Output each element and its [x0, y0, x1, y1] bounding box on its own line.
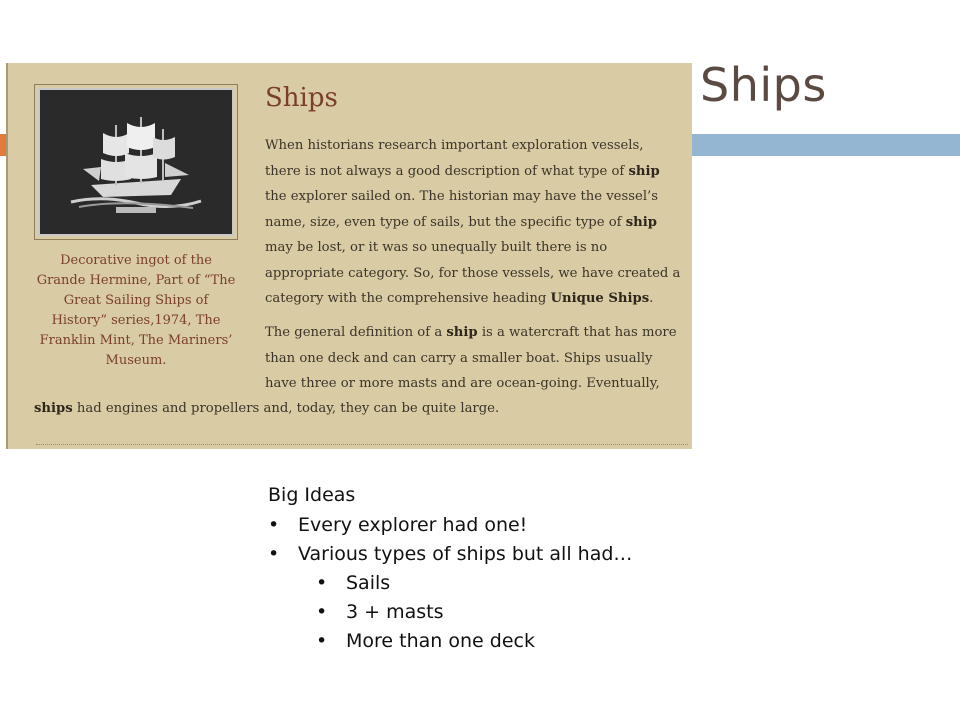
- slide-title: Ships: [700, 58, 827, 112]
- accent-bar-right: [692, 134, 960, 156]
- bullet: •: [316, 630, 328, 652]
- sub-list-item: • Sails: [268, 569, 632, 598]
- image-caption: Decorative ingot of the Grande Hermine, Part of “The Great Sailing Ships of History” series,1974, The Franklin Mint, The Mariners’ Museum.: [36, 253, 236, 368]
- paragraph-intro: When historians research important exploration vessels, there is not always a good description of what type of ship the explorer sailed on. The historian may have the vessel’s name, size, even type of sails, but the specific type of ship may be lost, or it was so unequally built there is no appropriate category. So, for those vessels, we have created a category with the comprehensive heading Unique Ships.: [265, 138, 681, 306]
- panel-heading: Ships: [265, 83, 338, 113]
- sub-list-item: • 3 + masts: [268, 598, 632, 627]
- paragraph-definition: The general definition of a ship is a watercraft that has more than one deck and can carry a smaller boat. Ships usually have three or more masts and are ocean-going. Eventually,: [265, 325, 677, 391]
- paragraph-definition-end: ships had engines and propellers and, today, they can be quite large.: [34, 401, 500, 416]
- list-item: • Every explorer had one!: [268, 511, 632, 540]
- dotted-divider: [36, 444, 688, 445]
- bullet: •: [268, 543, 280, 565]
- bullet: •: [268, 514, 280, 536]
- bullet: •: [316, 601, 328, 623]
- ship-ingot-image: [34, 84, 238, 240]
- sub-list-item: • More than one deck: [268, 627, 632, 656]
- webpage-screenshot-panel: [6, 63, 692, 449]
- bullet: •: [316, 572, 328, 594]
- big-ideas-list: [268, 482, 632, 656]
- big-ideas-title: Big Ideas: [268, 484, 356, 506]
- ship-icon: [61, 107, 211, 217]
- list-item: • Various types of ships but all had…: [268, 540, 632, 569]
